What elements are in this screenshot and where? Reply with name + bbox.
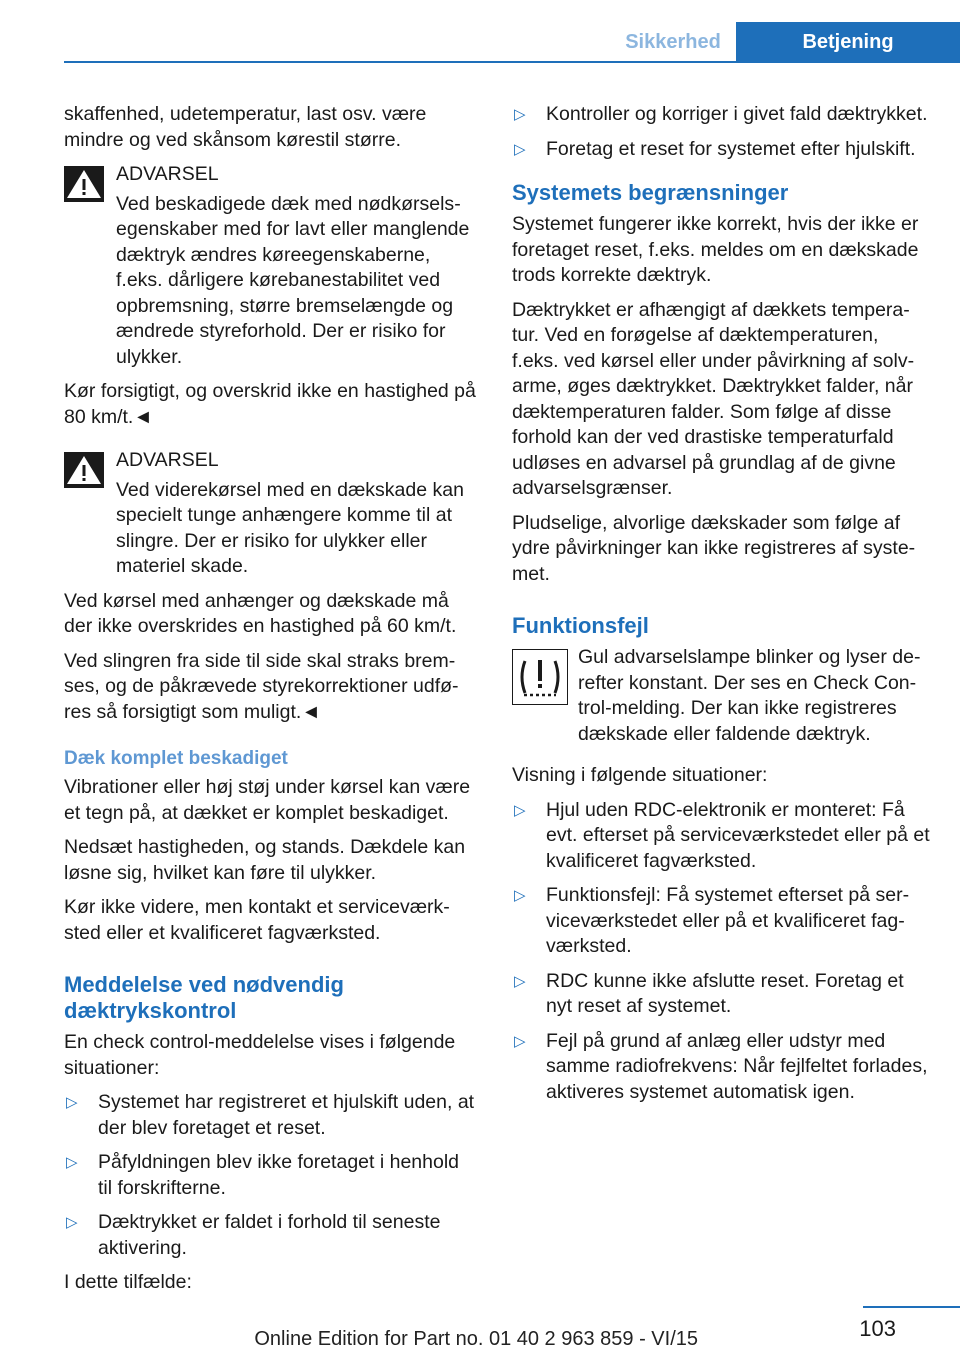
warning-body-start [116, 478, 478, 580]
warning-title: ADVARSEL [116, 163, 219, 185]
warning-action: Kør forsigtigt, og overskrid ikke en hastighed på 80 km/t.◄ [64, 380, 476, 428]
limits-p2: Dæktrykket er afhængigt af dækkets temperatur. Ved en forøgelse af dæktemperaturen, f.eks. ved kørsel eller under påvirkning af solvarme, øges dæktrykket. Dæktrykket falder, når dæktemperaturen falder. Som følge af disse forhold kan der ved drastiske temperaturfald udløses en advarsel på grundlag af de givne advarselsgrænser. [512, 298, 915, 499]
header-tabs [610, 22, 960, 62]
fault-list [512, 798, 930, 1106]
left-column [64, 102, 478, 1305]
list-item-text: Funktionsfejl: Få systemet efterset på serviceværkstedet eller på et kvalificeret fagværksted. [546, 884, 910, 957]
warning-triangle-icon [64, 166, 104, 202]
message-intro: En check control-meddelelse vises i følgende situationer: [64, 1031, 456, 1079]
intro-text: skaffenhed, udetemperatur, last osv. være mindre og ved skånsom kørestil større. [64, 103, 427, 151]
list-item [64, 1150, 478, 1201]
list-item-text: Foretag et reset for systemet efter hjulskift. [546, 137, 916, 160]
list-item-text: RDC kunne ikke afslutte reset. Foretag et nyt reset af systemet. [546, 969, 904, 1017]
tab-operation[interactable]: Betjening [736, 22, 960, 62]
list-item-text: Systemet har registreret et hjulskift uden, at der blev foretaget et reset. [98, 1091, 475, 1139]
bullet-triangle-icon: ▷ [66, 1094, 78, 1111]
message-list [64, 1090, 478, 1261]
tire-damaged-p1: Vibrationer eller høj støj under kørsel kan være et tegn på, at dækket er komplet beskadiget. [64, 776, 471, 824]
list-item [512, 137, 930, 163]
warning-title: ADVARSEL [116, 449, 219, 471]
bullet-triangle-icon: ▷ [514, 140, 526, 158]
fault-text: Gul advarselslampe blinker og lyser derefter konstant. Der ses en Check Control-melding. Der kan ikke registreres dækskade eller faldende dæktryk. [578, 646, 921, 745]
bullet-triangle-icon: ▷ [514, 106, 526, 123]
fault-block [512, 645, 930, 747]
bullet-triangle-icon: ▷ [514, 887, 526, 904]
action-list [512, 102, 930, 162]
list-item-text: Fejl på grund af anlæg eller udstyr med samme radiofrekvens: Når fejlfeltet forlades, aktiveres systemet automatisk igen. [546, 1029, 928, 1103]
swaying-text: Ved slingren fra side til side skal straks bremses, og de påkrævede styrekorrektioner udføres så forsigtigt som muligt.◄ [64, 649, 459, 723]
limits-p1: Systemet fungerer ikke korrekt, hvis der ikke er foretaget reset, f.eks. meldes om en dækskade trods korrekte dæktryk. [512, 213, 919, 286]
warning-block-2 [64, 448, 478, 580]
bullet-triangle-icon: ▷ [66, 1154, 78, 1171]
limits-heading: Systemets begrænsninger [512, 180, 789, 205]
list-item-text: Dæktrykket er faldet i forhold til seneste aktivering. [98, 1211, 441, 1259]
page-number: 103 [859, 1316, 896, 1341]
list-item-text: Kontroller og korriger i givet fald dæktrykket. [546, 103, 928, 125]
list-item [512, 1029, 930, 1106]
tire-damaged-p3: Kør ikke videre, men kontakt et serviceværksted eller et kvalificeret fagværksted. [64, 896, 450, 944]
fault-heading: Funktionsfejl [512, 613, 649, 638]
footer-rule [863, 1306, 960, 1308]
limits-p3: Pludselige, alvorlige dækskader som følge af ydre påvirkninger kan ikke registreres af systemet. [512, 511, 916, 585]
tab-safety[interactable]: Sikkerhed [625, 30, 721, 53]
list-item [512, 969, 930, 1020]
warning-body: Ved beskadigede dæk med nødkørselsegenskaber med for lavt eller manglende dæktryk ændres køreegenskaberne, f.eks. dårligere kørebanestabilitet ved opbremsning, større bremselængde og ændrede styreforhold. Der er risiko for ulykker. [116, 192, 470, 368]
tire-damaged-heading: Dæk komplet beskadiget [64, 748, 288, 769]
list-item [512, 102, 930, 128]
right-column [512, 102, 930, 1114]
header-rule [64, 61, 960, 63]
list-item-text: Påfyldningen blev ikke foretaget i henhold til forskrifterne. [98, 1151, 459, 1199]
list-item-text: Hjul uden RDC-elektronik er monteret: Få evt. efterset på serviceværkstedet eller på et kvalificeret fagværksted. [546, 798, 930, 872]
warning-body: Ved viderekørsel med en dækskade kan specielt tunge anhængere komme til at slingre. Der er risiko for ulykker eller materiel skade. [116, 478, 464, 577]
display-intro: Visning i følgende situationer: [512, 764, 768, 786]
bullet-triangle-icon: ▷ [514, 972, 526, 990]
message-heading: Meddelelse ved nødvendig dæktrykskontrol [64, 972, 344, 1023]
list-item [512, 883, 930, 960]
warning-triangle-icon [64, 452, 104, 488]
trailer-speed-text: Ved kørsel med anhænger og dækskade må der ikke overskrides en hastighed på 60 km/t. [64, 589, 457, 637]
bullet-triangle-icon: ▷ [514, 1032, 526, 1050]
bullet-triangle-icon: ▷ [514, 801, 526, 819]
list-item [512, 798, 930, 875]
message-outro: I dette tilfælde: [64, 1271, 192, 1293]
warning-block-1 [64, 162, 478, 370]
tire-damaged-p2: Nedsæt hastigheden, og stands. Dækdele kan løsne sig, hvilket kan føre til ulykker. [64, 836, 466, 884]
warning-body-start [116, 192, 478, 371]
list-item [64, 1210, 478, 1261]
tire-pressure-warning-icon [512, 649, 568, 705]
list-item [64, 1090, 478, 1141]
bullet-triangle-icon: ▷ [66, 1214, 78, 1231]
edition-text: Online Edition for Part no. 01 40 2 963 859 - VI/15 [254, 1328, 698, 1350]
